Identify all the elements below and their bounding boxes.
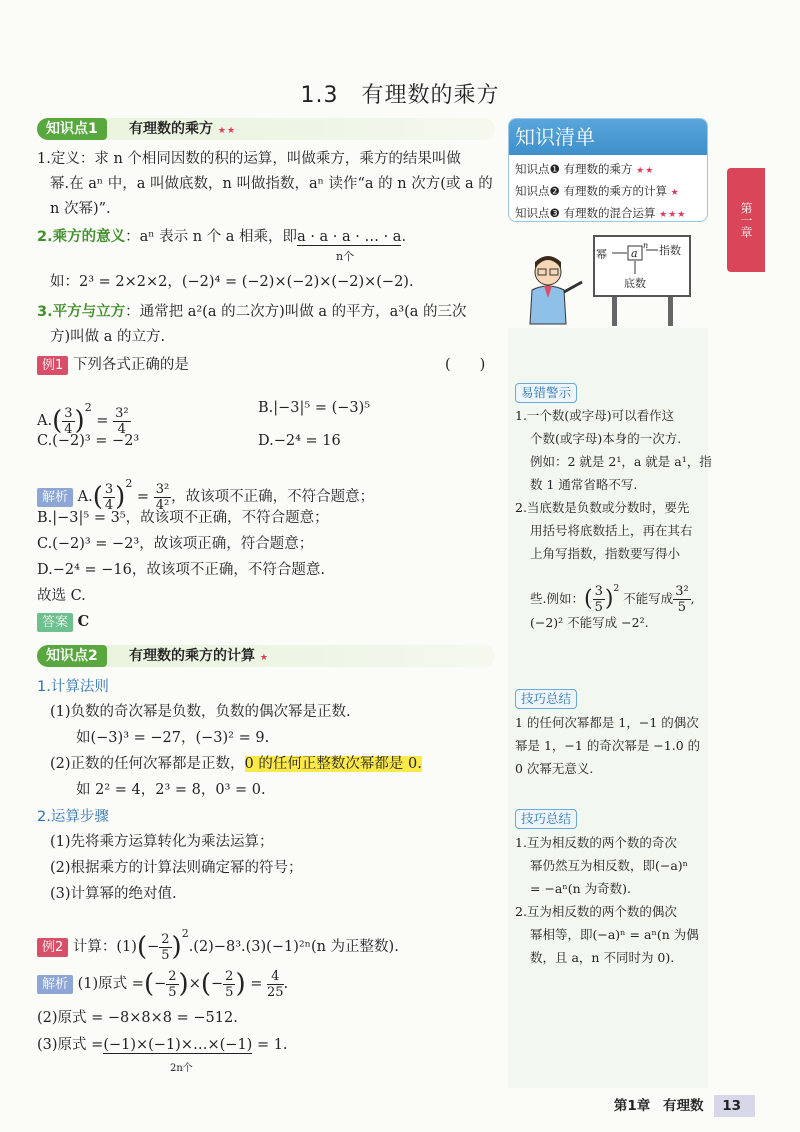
w1-n: 3: [594, 584, 603, 599]
sol1-answer: [37, 611, 89, 633]
square-label: 3.平方与立方: [37, 304, 126, 320]
side-note-line: 2.互为相反数的两个数的偶次: [515, 904, 677, 919]
rule-2b-highlight: 0 的任何正整数次幂都是 0.: [244, 756, 422, 772]
warn-frac-2: [673, 584, 690, 615]
sol2-l3prod: (−1)×(−1)×…×(−1): [103, 1037, 253, 1053]
sol1-c: C.(−2)³ = −2³，故该项正确，符合题意；: [37, 536, 314, 552]
side-note-line: 1.一个数(或字母)可以看作这: [515, 408, 675, 423]
w2-n: 3²: [675, 584, 689, 599]
kl-stars: ★★★: [659, 210, 687, 220]
knowledge-list-item: [515, 181, 701, 203]
ex2-frac: [159, 932, 171, 963]
teacher-icon: [530, 256, 582, 324]
side-note-line: 幂是 1，−1 的奇次幂是 −1.0 的: [515, 738, 701, 753]
warn-title: [515, 382, 577, 403]
rule-1-example: 如(−3)³ = −27，(−3)² = 9.: [76, 730, 270, 746]
s2f1-n: 2: [168, 968, 177, 984]
kl-label: 知识点❶: [515, 162, 560, 176]
tips2-title: [515, 808, 577, 829]
ex2-question: 例2 计算：(1)(− $\frac{2}{5}$ )$^2$.(2)−8³.(3)(−1)²ⁿ(n 为正整数).: [37, 914, 399, 967]
ex1-option-b: B.|−3|⁵ = (−3)⁵: [258, 400, 371, 416]
fr-n: 3²: [115, 405, 129, 421]
warn-title-text: 易错警示: [515, 383, 577, 403]
side-note-line: 上角写指数，指数要写得小: [530, 546, 681, 561]
warn-body: [515, 404, 712, 565]
side-note-line: 幂相等，即(−a)ⁿ = aⁿ(n 为偶: [530, 927, 699, 942]
side-note-line: 数，且 a，n 不同时为 0).: [530, 950, 675, 965]
sol2-l3b: = 1.: [256, 1037, 288, 1053]
step-2: (2)根据乘方的计算法则确定幂的符号；: [50, 860, 303, 876]
meaning-text: ：aⁿ 表示 n 个 a 相乘，即: [125, 229, 298, 245]
knowledge-list-heading: 知识清单: [509, 119, 707, 155]
sol1-tag: 解析: [37, 488, 73, 507]
knowledge-list-item: [515, 159, 701, 181]
kp2-name: [129, 645, 269, 667]
w2-d: 5: [677, 600, 687, 615]
meaning-line: 2.乘方的意义：aⁿ 表示 n 个 a 相乘，即a · a · a · … · a.: [37, 229, 407, 245]
page-title: 1.3 有理数的乘方: [300, 83, 500, 108]
s2f2: [223, 969, 235, 1000]
rule-2a: (2)正数的任何次幂都是正数，: [50, 756, 245, 772]
kl-name: 有理数的乘方: [563, 162, 633, 176]
opt-a-label: A.: [37, 413, 53, 429]
sol2-under: 2n个: [170, 1063, 193, 1074]
side-note-line: 数 1 通常省略不写.: [530, 477, 638, 492]
board-zhishu: 指数: [659, 244, 681, 257]
meaning-example: 如：2³ = 2×2×2，(−2)⁴ = (−2)×(−2)×(−2)×(−2).: [50, 274, 414, 290]
def-line-1: 1.定义：求 n 个相同因数的积的运算，叫做乘方，乘方的结果叫做: [37, 151, 461, 167]
sol1-a-tail: ，故该项不正确，不符合题意；: [171, 489, 375, 505]
kl-stars: ★: [670, 188, 680, 198]
side-note-line: 用括号将底数括上，再在其右: [530, 523, 693, 538]
steps-heading: 2.运算步骤: [37, 809, 109, 825]
step-3: (3)计算幂的绝对值.: [50, 886, 177, 902]
s1-n: 3: [104, 481, 114, 497]
warn-frac-1: [593, 584, 605, 615]
w1-d: 5: [594, 600, 603, 615]
e2-sup: 2: [181, 927, 189, 940]
sol1-d: D.−2⁴ = −16，故该项不正确，不符合题意.: [37, 562, 325, 578]
step-1: (1)先将乘方运算转化为乘法运算；: [50, 834, 274, 850]
kl-name: 有理数的混合运算: [563, 206, 656, 220]
kp1-bar: [37, 118, 495, 140]
kl-stars: ★★: [636, 166, 655, 176]
footer-name: 有理数: [663, 1098, 704, 1114]
ex2-q2: .(2)−8³.(3)(−1)²ⁿ(n 为正整数).: [188, 939, 399, 955]
sol2-l3a: (3)原式 =: [37, 1037, 104, 1053]
e2-n: 2: [161, 931, 170, 947]
side-note-line: 幂仍然互为相反数，即(−a)ⁿ: [530, 858, 689, 873]
meaning-under: n个: [336, 250, 355, 263]
ex1-tag: 例1: [37, 356, 68, 375]
ex2-tag: 例2: [37, 938, 68, 957]
side-note-line: = −aⁿ(n 为奇数).: [530, 881, 632, 896]
s1-d: 4: [104, 497, 114, 513]
square-line-2: 方)叫做 a 的立方.: [50, 329, 166, 345]
sol2-line-3: [37, 1034, 288, 1056]
kp2-name-text: 有理数的乘方的计算: [129, 648, 255, 664]
e2-d: 5: [161, 947, 170, 963]
kp1-stars: ★★: [217, 126, 237, 136]
chapter-tab[interactable]: 第一章: [727, 168, 765, 272]
meaning-product: a · a · a · … · a: [297, 229, 402, 245]
def-line-2: 幂.在 aⁿ 中，a 叫做底数，n 叫做指数，aⁿ 读作“a 的 n 次方(或 a 的: [50, 176, 493, 192]
sol2-line-1: 解析 (1)原式 =(− $\frac{2}{5}$ )×(− $\frac{2}{5}$ ) = $\frac{4}{25}$ .: [37, 964, 288, 1004]
sol1-a-label: A.: [77, 489, 93, 505]
s2f2-n: 2: [225, 968, 234, 984]
tips1-title: [515, 688, 577, 709]
sol1-a: 解析 A.( $\frac{3}{4}$ )$^2$ = $\frac{\text{3²}}{\text{4²}}$ ，故该项不正确，不符合题意；: [37, 464, 374, 517]
fr-d: 4: [117, 421, 126, 437]
s1-eq: =: [136, 489, 150, 505]
kl-label: 知识点❸: [515, 206, 560, 220]
fa-sup: 2: [84, 401, 92, 414]
ex1-paren: ( ): [445, 357, 486, 373]
ex1-question: [37, 354, 189, 376]
footer-chapter: 第1章: [613, 1098, 651, 1114]
kp2-tag: 知识点2: [37, 645, 107, 667]
warn-eg1: 些.例如：( $\frac{3}{5}$ )$^2$ 不能写成 $\frac{\text{3²}}{5}$ ,: [530, 584, 695, 615]
board-a: a: [631, 247, 638, 260]
sol2-line-2: (2)原式 = −8×8×8 = −512.: [37, 1010, 238, 1026]
kp1-name: [129, 118, 236, 140]
kp1-tag: 知识点1: [37, 118, 107, 140]
tips2-body: [515, 831, 705, 969]
def-line-3: n 次幂)”.: [50, 201, 111, 217]
fa-n: 3: [64, 405, 73, 421]
page-number: 13: [714, 1095, 755, 1117]
ex1-option-a: A.( $\frac{3}{4}$ )$^2$ = $\frac{\text{3²}}{4}$: [37, 401, 129, 437]
sol2-l1a: (1)原式 =: [77, 976, 144, 992]
side-note-line: 0 次幂无意义.: [515, 761, 594, 776]
s2f2-d: 5: [225, 984, 234, 1000]
s1r-d: 4²: [155, 497, 170, 513]
s2res-n: 4: [267, 969, 284, 985]
square-line-1: [37, 301, 466, 323]
knowledge-list-card: [508, 118, 708, 222]
ex1-option-d: D.−2⁴ = 16: [258, 433, 341, 449]
kp1-name-text: 有理数的乘方: [129, 121, 213, 137]
meaning-label: 2.乘方的意义: [37, 229, 126, 245]
rules-heading: 1.计算法则: [37, 679, 109, 695]
answer-value: C: [77, 613, 90, 630]
knowledge-list-item: [515, 203, 701, 222]
s2f1: [166, 969, 178, 1000]
ex1-option-c: C.(−2)³ = −2³: [37, 433, 140, 449]
side-note-line: 2.当底数是负数或分数时，要先: [515, 500, 690, 515]
kp2-stars: ★: [259, 653, 269, 663]
side-note-line: 个数(或字母)本身的一次方.: [530, 431, 682, 446]
sol1-choose: 故选 C.: [37, 588, 86, 604]
s2f1-d: 5: [168, 984, 177, 1000]
kl-label: 知识点❷: [515, 184, 560, 198]
warn-eg1b: 不能写成: [623, 591, 674, 606]
board-mi: 幂: [596, 248, 607, 261]
opt-a-eq: =: [96, 413, 109, 429]
side-note-line: 1 的任何次幂都是 1，−1 的偶次: [515, 715, 699, 730]
side-note-line: 1.互为相反数的两个数的奇次: [515, 835, 677, 850]
board-n: n: [643, 241, 649, 250]
s2res: [267, 969, 284, 1000]
warn-eg2: (−2)² 不能写成 −2².: [530, 615, 649, 630]
w1-sup: 2: [613, 584, 620, 594]
tips2-title-text: 技巧总结: [515, 809, 577, 829]
square-text: ：通常把 a²(a 的二次方)叫做 a 的平方，a³(a 的三次: [125, 304, 467, 320]
tips1-title-text: 技巧总结: [515, 689, 577, 709]
rule-2: [50, 753, 422, 775]
kp2-bar: [37, 645, 495, 667]
sol2-tag: 解析: [37, 975, 73, 994]
answer-tag: 答案: [37, 613, 73, 632]
teacher-board-illustration: [520, 232, 700, 328]
ex1-text: 下列各式正确的是: [72, 357, 189, 373]
warn-eg1-text: 些.例如：: [530, 591, 584, 606]
board-dishu: 底数: [624, 277, 646, 290]
s2res-d: 25: [266, 984, 284, 1000]
tips1-body: [515, 711, 705, 780]
s1-sup: 2: [125, 477, 133, 490]
page-footer: [614, 1094, 755, 1117]
ex2-q1: 计算：(1): [72, 939, 137, 955]
knowledge-list-items: [509, 155, 707, 222]
side-note-line: 例如：2 就是 2¹，a 就是 a¹，指: [530, 454, 712, 469]
s2-times: ×: [188, 976, 201, 992]
rule-2-example: 如 2² = 4，2³ = 8，0³ = 0.: [76, 782, 266, 798]
s1r-n: 3²: [155, 481, 170, 497]
sol1-b: B.|−3|⁵ = 3⁵，故该项不正确，不符合题意；: [37, 510, 329, 526]
fa-d: 4: [64, 421, 73, 437]
kl-name: 有理数的乘方的计算: [563, 184, 667, 198]
rule-1: (1)负数的奇次幂是负数，负数的偶次幂是正数.: [50, 704, 351, 720]
